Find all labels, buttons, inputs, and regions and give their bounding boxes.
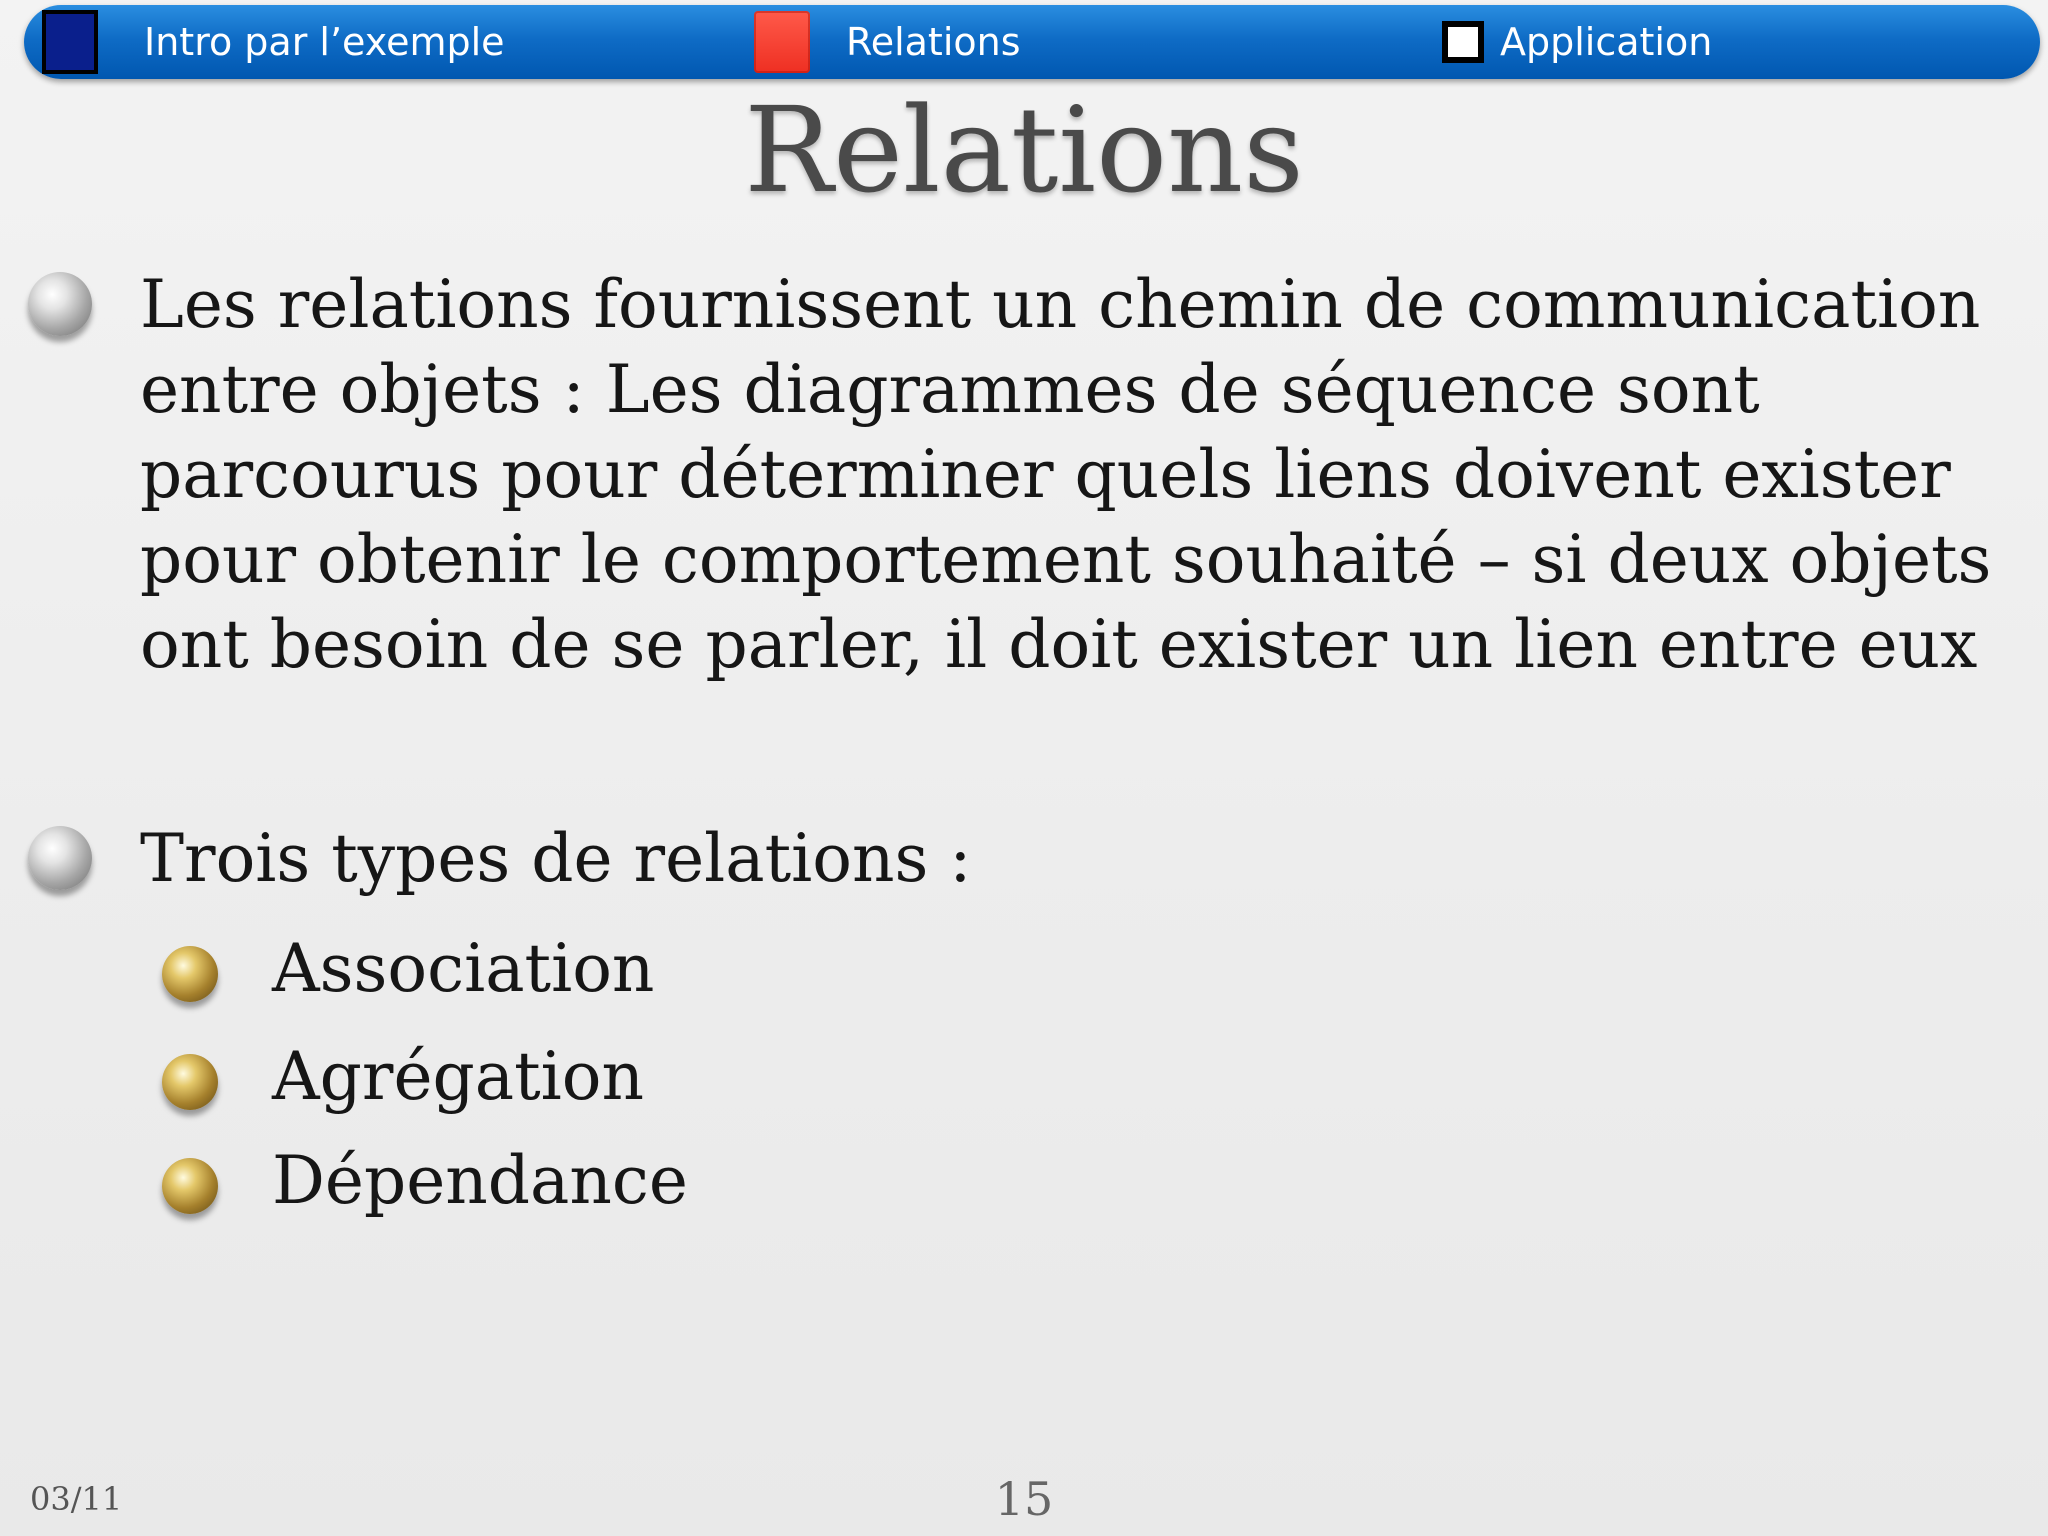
slide-title: Relations [744, 81, 1304, 219]
section-navigation-bar [24, 5, 2040, 79]
gold-ball-icon [162, 1054, 218, 1110]
silver-ball-icon [28, 826, 92, 890]
sub-bullet-item [162, 930, 655, 1011]
bullet-text: Trois types de relations : [140, 820, 972, 897]
bullet-item [28, 820, 972, 901]
bullet-text: Les relations fournissent un chemin de communication entre objets : Les diagrammes de séquence sont parcourus pour déterminer quels liens doivent exister pour obtenir le comportement souhaité – si deux objets ont besoin de se parler, il doit exister un lien entre eux [140, 266, 1992, 683]
section-current-marker-icon [754, 11, 810, 73]
sub-bullet-text: Association [272, 930, 655, 1007]
gold-ball-icon [162, 1158, 218, 1214]
section-visited-marker-icon [42, 10, 98, 74]
section-upcoming-marker-icon [1442, 21, 1484, 63]
nav-item-application[interactable] [1442, 5, 1712, 79]
page-number: 15 [994, 1472, 1054, 1526]
nav-item-intro[interactable] [42, 5, 505, 79]
sub-bullet-text: Agrégation [272, 1038, 644, 1115]
sub-bullet-item [162, 1038, 644, 1119]
sub-bullet-item [162, 1142, 688, 1223]
nav-item-relations[interactable] [754, 5, 1021, 79]
footer-date: 03/11 [30, 1480, 123, 1518]
silver-ball-icon [28, 272, 92, 336]
nav-item-label: Intro par l’exemple [144, 20, 505, 64]
bullet-item [28, 266, 2008, 687]
sub-bullet-text: Dépendance [272, 1142, 688, 1219]
nav-item-label: Application [1500, 20, 1713, 64]
gold-ball-icon [162, 946, 218, 1002]
nav-item-label: Relations [846, 20, 1021, 64]
